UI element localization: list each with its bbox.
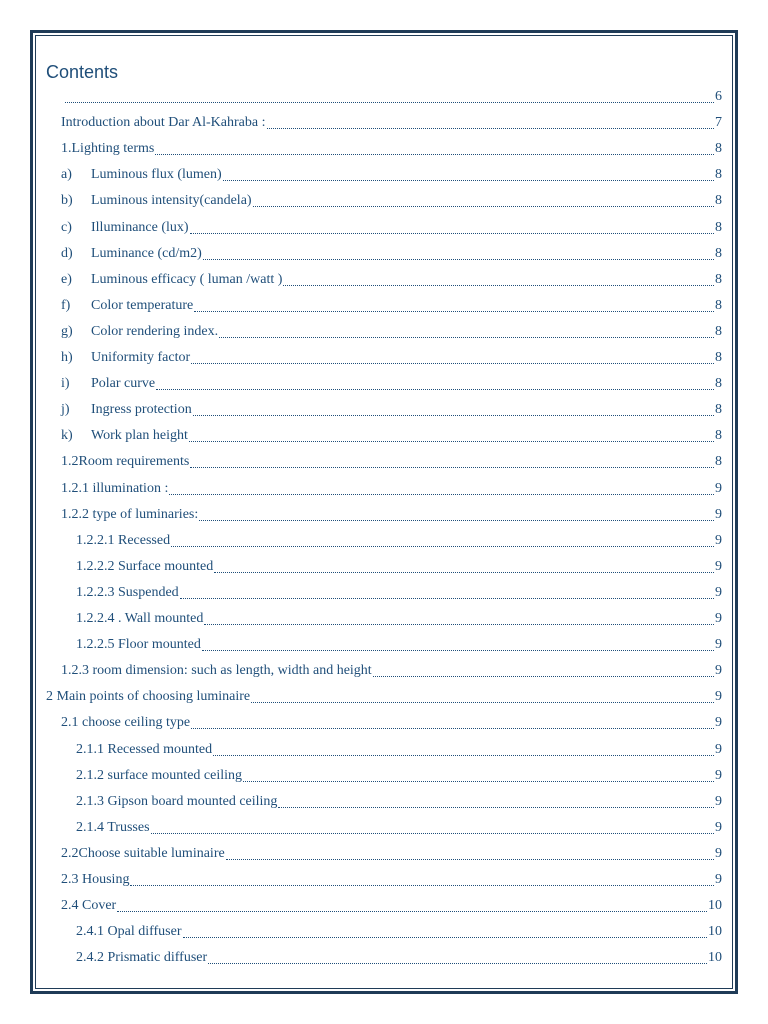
toc-dot-leader <box>208 962 707 964</box>
toc-entry-title: Luminance (cd/m2) <box>91 245 202 261</box>
toc-entry-title: 1.2.2 type of luminaries: <box>61 506 199 522</box>
toc-dot-leader <box>204 623 714 625</box>
toc-entry-title: Introduction about Dar Al-Kahraba : <box>61 115 266 131</box>
toc-entry[interactable] <box>61 478 722 500</box>
toc-entry-page-number: 9 <box>715 689 722 705</box>
toc-entry-title: Luminous flux (lumen) <box>91 167 222 183</box>
toc-entry-number: a) <box>61 167 72 183</box>
toc-dot-leader <box>191 727 714 729</box>
toc-entry-title: 2.4 Cover <box>61 898 117 914</box>
toc-dot-leader <box>214 571 714 573</box>
toc-dot-leader <box>213 754 714 756</box>
toc-entry-title: 1.Lighting terms <box>61 141 155 157</box>
toc-entry[interactable] <box>61 190 722 212</box>
toc-entry-title: 2.3 Housing <box>61 872 130 887</box>
toc-entry[interactable] <box>61 399 722 421</box>
toc-entry[interactable] <box>61 843 722 865</box>
toc-entry[interactable] <box>64 86 722 108</box>
toc-entry-page-number: 9 <box>715 532 722 548</box>
toc-entry-title: 2 Main points of choosing luminaire <box>46 689 251 705</box>
toc-dot-leader <box>223 179 714 181</box>
toc-heading: Contents <box>46 62 119 82</box>
toc-entry-title: Color temperature <box>91 297 194 313</box>
toc-dot-leader <box>65 101 714 103</box>
toc-entry-title: Uniformity factor <box>91 350 191 365</box>
toc-dot-leader <box>267 127 715 129</box>
toc-entry-title: Luminous efficacy ( luman /watt ) <box>91 271 283 287</box>
toc-entry-title: 2.1.1 Recessed mounted <box>76 741 213 757</box>
toc-entry-number: f) <box>61 297 71 313</box>
toc-entry[interactable] <box>61 321 722 343</box>
toc-dot-leader <box>203 258 714 260</box>
toc-entry-title: 1.2.1 illumination : <box>61 480 169 496</box>
toc-entry[interactable] <box>76 947 722 969</box>
toc-dot-leader <box>194 310 714 312</box>
toc-entry-page-number: 8 <box>715 141 722 157</box>
toc-entry[interactable] <box>61 712 722 734</box>
toc-entry-page-number: 8 <box>715 219 722 235</box>
toc-dot-leader <box>193 414 714 416</box>
toc-entry-title: 1.2Room requirements <box>61 454 190 470</box>
toc-entry-title: 1.2.2.4 . Wall mounted <box>76 611 204 626</box>
toc-entry[interactable] <box>61 451 722 473</box>
toc-entry[interactable] <box>76 582 722 604</box>
toc-dot-leader <box>202 649 714 651</box>
toc-entry[interactable] <box>61 295 722 317</box>
toc-dot-leader <box>199 519 714 521</box>
toc-entry-page-number: 10 <box>708 950 722 966</box>
toc-entry[interactable] <box>76 634 722 656</box>
toc-dot-leader <box>156 388 714 390</box>
toc-dot-leader <box>219 336 714 338</box>
toc-entry-page-number: 9 <box>715 480 722 496</box>
toc-dot-leader <box>190 466 714 468</box>
toc-entry-page-number: 8 <box>715 323 722 339</box>
toc-entry-page-number: 8 <box>715 428 722 444</box>
toc-dot-leader <box>151 832 714 834</box>
toc-entry-title: 2.1.4 Trusses <box>76 819 150 835</box>
toc-entry-title: 1.2.2.1 Recessed <box>76 532 171 548</box>
toc-entry-page-number: 9 <box>715 819 722 835</box>
toc-entry[interactable] <box>76 817 722 839</box>
toc-entry-page-number: 10 <box>708 898 722 914</box>
toc-entry-page-number: 7 <box>715 115 722 131</box>
toc-entry[interactable] <box>61 269 722 291</box>
toc-entry-page-number: 9 <box>715 558 722 574</box>
toc-dot-leader <box>190 232 714 234</box>
toc-entry-number: c) <box>61 219 72 235</box>
toc-entry-number: j) <box>61 402 70 418</box>
toc-entry[interactable] <box>76 556 722 578</box>
toc-entry-title: 1.2.2.5 Floor mounted <box>76 637 201 653</box>
toc-entry-title: 2.1 choose ceiling type <box>61 715 191 731</box>
toc-dot-leader <box>373 675 714 677</box>
toc-dot-leader <box>155 153 714 155</box>
toc-entry-number: b) <box>61 193 73 209</box>
toc-entry-page-number: 8 <box>715 167 722 183</box>
toc-entry[interactable] <box>61 347 722 369</box>
toc-dot-leader <box>180 597 714 599</box>
toc-entry[interactable] <box>76 608 722 630</box>
toc-entry-page-number: 9 <box>715 715 722 731</box>
toc-entry[interactable] <box>61 217 722 239</box>
toc-dot-leader <box>226 858 714 860</box>
toc-entry-title: Ingress protection <box>91 402 192 418</box>
toc-entry-title: 2.1.3 Gipson board mounted ceiling <box>76 793 278 809</box>
toc-entry-title: Polar curve <box>91 376 156 392</box>
toc-entry-page-number: 9 <box>715 637 722 653</box>
toc-entry-page-number: 8 <box>715 402 722 418</box>
toc-entry-page-number: 8 <box>715 193 722 209</box>
toc-dot-leader <box>130 884 714 886</box>
toc-entry-page-number: 9 <box>715 611 722 626</box>
toc-entry[interactable] <box>61 164 722 186</box>
toc-entry-page-number: 8 <box>715 271 722 287</box>
toc-entry[interactable] <box>46 686 722 708</box>
toc-entry-title: Illuminance (lux) <box>91 219 189 235</box>
toc-dot-leader <box>253 205 714 207</box>
toc-entry-page-number: 9 <box>715 663 722 679</box>
toc-entry-page-number: 9 <box>715 767 722 783</box>
toc-dot-leader <box>171 545 714 547</box>
toc-entry-title: 1.2.2.3 Suspended <box>76 584 179 600</box>
toc-entry[interactable] <box>76 739 722 761</box>
toc-entry-title: 1.2.2.2 Surface mounted <box>76 558 214 574</box>
toc-entry[interactable] <box>76 921 722 943</box>
toc-entry-number: i) <box>61 376 70 392</box>
toc-entry-page-number: 9 <box>715 872 722 887</box>
toc-entry[interactable] <box>76 791 722 813</box>
toc-entry[interactable] <box>61 660 722 682</box>
toc-entry[interactable] <box>76 765 722 787</box>
toc-entry-page-number: 9 <box>715 506 722 522</box>
toc-entry-number: e) <box>61 271 72 287</box>
toc-entry[interactable] <box>61 243 722 265</box>
toc-entry[interactable] <box>61 895 722 917</box>
toc-entry-page-number: 6 <box>715 89 722 104</box>
toc-entry[interactable] <box>61 504 722 526</box>
toc-entry-number: g) <box>61 323 73 339</box>
toc-entry[interactable] <box>61 373 722 395</box>
toc-entry-page-number: 8 <box>715 245 722 261</box>
toc-entry-number: h) <box>61 350 73 365</box>
toc-entry-title: Luminous intensity(candela) <box>91 193 252 209</box>
toc-entry-page-number: 10 <box>708 924 722 940</box>
toc-entry-page-number: 8 <box>715 297 722 313</box>
toc-dot-leader <box>191 362 714 364</box>
toc-entry-title: Color rendering index. <box>91 323 219 339</box>
toc-entry-page-number: 8 <box>715 350 722 365</box>
toc-dot-leader <box>243 780 714 782</box>
toc-entry-title: 2.4.2 Prismatic diffuser <box>76 950 208 966</box>
toc-entry-number: k) <box>61 428 73 444</box>
toc-entry-title: 2.2Choose suitable luminaire <box>61 845 225 861</box>
toc-entry-number: d) <box>61 245 73 261</box>
toc-entry[interactable] <box>61 138 722 160</box>
toc-dot-leader <box>251 701 714 703</box>
toc-entry-page-number: 8 <box>715 376 722 392</box>
toc-dot-leader <box>169 493 714 495</box>
toc-entry[interactable] <box>61 869 722 891</box>
toc-entry-page-number: 8 <box>715 454 722 470</box>
toc-entry-page-number: 9 <box>715 845 722 861</box>
toc-entry[interactable] <box>61 112 722 134</box>
toc-dot-leader <box>278 806 714 808</box>
toc-dot-leader <box>189 440 714 442</box>
toc-entry-page-number: 9 <box>715 741 722 757</box>
toc-entry-page-number: 9 <box>715 584 722 600</box>
toc-entry-title: 2.4.1 Opal diffuser <box>76 924 182 940</box>
toc-dot-leader <box>283 284 714 286</box>
toc-entry-title: 1.2.3 room dimension: such as length, width and height <box>61 663 372 679</box>
toc-entry-title: Work plan height <box>91 428 188 444</box>
toc-entry[interactable] <box>76 530 722 552</box>
toc-dot-leader <box>183 936 708 938</box>
toc-dot-leader <box>117 910 707 912</box>
toc-entry-page-number: 9 <box>715 793 722 809</box>
toc-entry-title: 2.1.2 surface mounted ceiling <box>76 767 243 783</box>
toc-entry[interactable] <box>61 425 722 447</box>
